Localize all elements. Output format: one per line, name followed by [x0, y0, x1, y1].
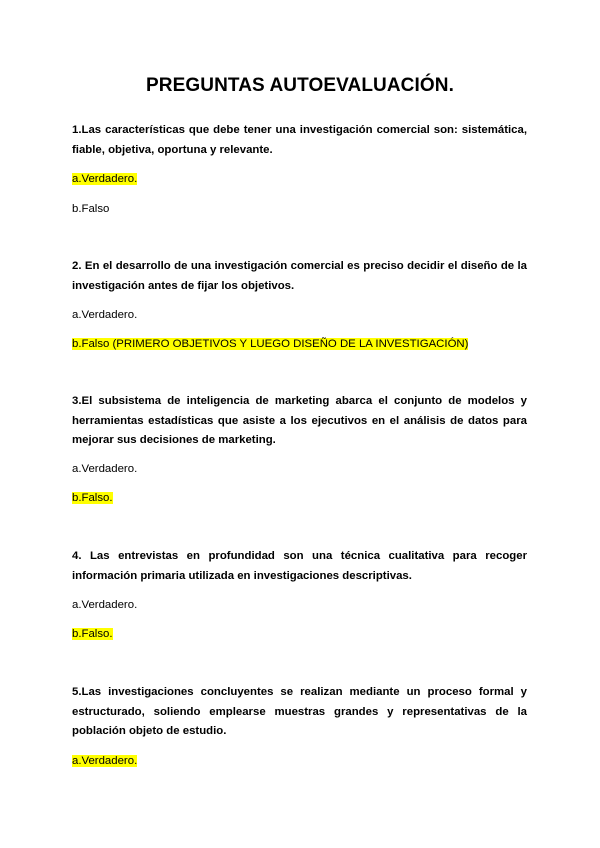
question-2: 2. En el desarrollo de una investigación comercial es preciso decidir el diseño de la investigación antes de fijar los objetivos.: [72, 260, 527, 292]
page-title: PREGUNTAS AUTOEVALUACIÓN.: [146, 75, 454, 96]
question-3-option-a: a.Verdadero.: [72, 463, 138, 475]
answer-highlight: a.Verdadero.: [72, 755, 138, 767]
question-5: 5.Las investigaciones concluyentes se realizan mediante un proceso formal y estructurado, soliendo emplearse muestras grandes y representativas de la población objeto de estudio.: [72, 686, 527, 737]
answer-highlight: b.Falso.: [72, 628, 113, 640]
question-1-option-a: [72, 172, 137, 186]
question-3: 3.El subsistema de inteligencia de marketing abarca el conjunto de modelos y herramientas estadísticas que asiste a los ejecutivos en el análisis de datos para mejorar sus decisiones de marketing.: [72, 395, 527, 446]
question-1: 1.Las características que debe tener una investigación comercial son: sistemática, fiable, objetiva, oportuna y relevante.: [72, 124, 527, 156]
question-2-option-b: [72, 337, 468, 351]
answer-highlight: b.Falso.: [72, 492, 113, 504]
question-4-option-b: [72, 627, 113, 641]
question-5-option-a: [72, 754, 137, 768]
question-3-option-b: [72, 491, 113, 505]
question-2-option-a: a.Verdadero.: [72, 309, 138, 321]
answer-highlight: a.Verdadero.: [72, 173, 138, 185]
question-4-option-a: a.Verdadero.: [72, 599, 138, 611]
question-4: 4. Las entrevistas en profundidad son una técnica cualitativa para recoger información primaria utilizada en investigaciones descriptivas.: [72, 550, 527, 582]
question-1-option-b: b.Falso: [72, 203, 110, 215]
answer-highlight: b.Falso (PRIMERO OBJETIVOS Y LUEGO DISEÑO DE LA INVESTIGACIÓN): [72, 338, 469, 350]
